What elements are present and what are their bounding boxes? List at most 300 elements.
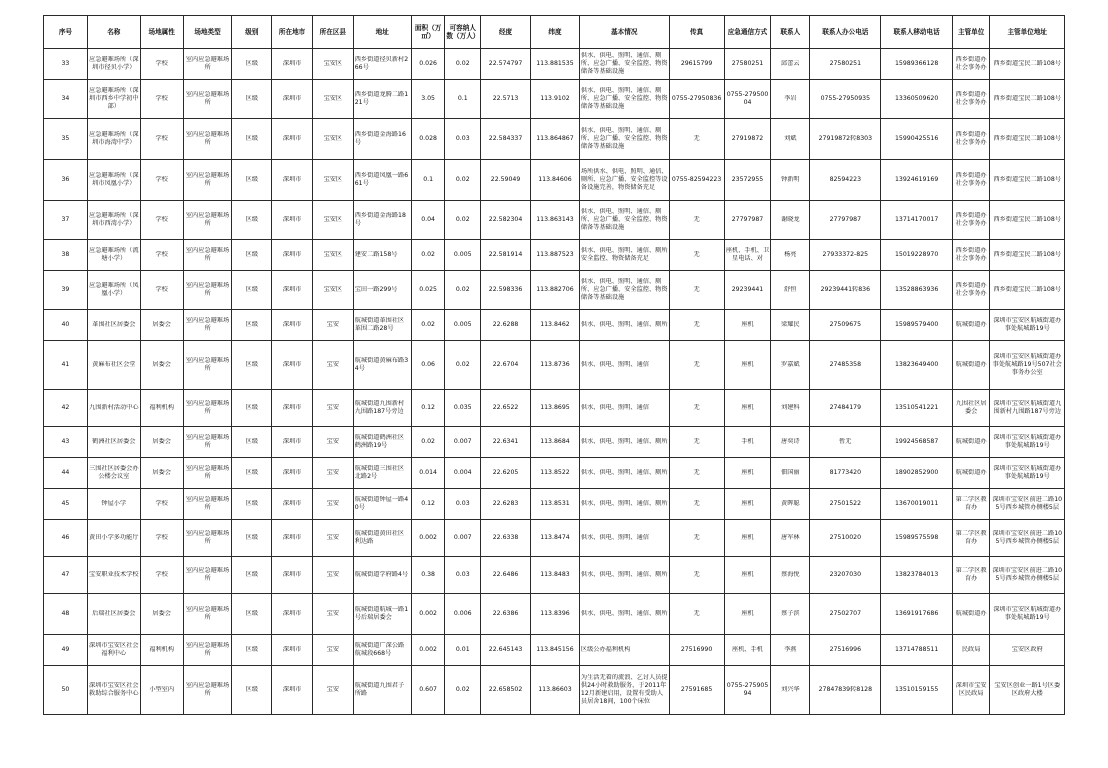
table-cell[interactable] <box>87 341 140 390</box>
table-cell[interactable] <box>353 594 411 635</box>
table-cell[interactable] <box>579 427 669 458</box>
table-cell[interactable] <box>272 49 313 80</box>
table-cell[interactable] <box>771 520 810 557</box>
table-cell[interactable] <box>140 557 183 594</box>
table-cell[interactable] <box>724 240 771 271</box>
table-cell[interactable] <box>232 594 272 635</box>
table-cell[interactable] <box>531 271 580 310</box>
table-cell[interactable] <box>810 427 881 458</box>
table-cell[interactable] <box>87 240 140 271</box>
table-cell[interactable] <box>232 557 272 594</box>
table-cell[interactable] <box>44 240 88 271</box>
table-cell[interactable] <box>952 341 990 390</box>
table-cell[interactable] <box>44 557 88 594</box>
table-cell[interactable] <box>87 119 140 160</box>
table-cell[interactable] <box>579 390 669 427</box>
table-cell[interactable] <box>990 240 1065 271</box>
column-header[interactable]: 纬度 <box>531 16 580 49</box>
table-cell[interactable] <box>411 341 445 390</box>
table-cell[interactable] <box>531 119 580 160</box>
table-cell[interactable] <box>810 201 881 240</box>
table-cell[interactable] <box>952 594 990 635</box>
table-cell[interactable] <box>724 557 771 594</box>
table-cell[interactable] <box>411 271 445 310</box>
table-cell[interactable] <box>881 594 952 635</box>
table-cell[interactable] <box>232 427 272 458</box>
table-cell[interactable] <box>411 594 445 635</box>
column-header[interactable]: 基本情况 <box>579 16 669 49</box>
table-cell[interactable] <box>810 666 881 715</box>
table-cell[interactable] <box>724 635 771 666</box>
table-cell[interactable] <box>183 310 232 341</box>
table-cell[interactable] <box>312 271 353 310</box>
table-cell[interactable] <box>183 119 232 160</box>
table-cell[interactable] <box>881 49 952 80</box>
table-cell[interactable] <box>272 160 313 201</box>
table-cell[interactable] <box>481 119 531 160</box>
table-cell[interactable] <box>810 80 881 119</box>
table-cell[interactable] <box>724 310 771 341</box>
table-cell[interactable] <box>272 119 313 160</box>
table-cell[interactable] <box>445 341 481 390</box>
table-cell[interactable] <box>312 427 353 458</box>
table-cell[interactable] <box>411 80 445 119</box>
table-cell[interactable] <box>232 310 272 341</box>
column-header[interactable]: 经度 <box>481 16 531 49</box>
table-cell[interactable] <box>445 119 481 160</box>
table-cell[interactable] <box>881 635 952 666</box>
table-cell[interactable] <box>411 520 445 557</box>
table-cell[interactable] <box>445 666 481 715</box>
table-cell[interactable] <box>771 458 810 489</box>
table-cell[interactable] <box>810 390 881 427</box>
table-cell[interactable] <box>531 520 580 557</box>
table-cell[interactable] <box>481 341 531 390</box>
table-cell[interactable] <box>312 240 353 271</box>
table-cell[interactable] <box>881 390 952 427</box>
table-cell[interactable] <box>881 310 952 341</box>
table-cell[interactable] <box>881 489 952 520</box>
table-cell[interactable] <box>531 635 580 666</box>
table-cell[interactable] <box>232 458 272 489</box>
table-cell[interactable] <box>353 49 411 80</box>
table-cell[interactable] <box>140 458 183 489</box>
table-cell[interactable] <box>881 458 952 489</box>
table-cell[interactable] <box>272 520 313 557</box>
table-cell[interactable] <box>669 310 724 341</box>
table-cell[interactable] <box>990 119 1065 160</box>
table-cell[interactable] <box>232 160 272 201</box>
table-cell[interactable] <box>232 489 272 520</box>
table-cell[interactable] <box>353 80 411 119</box>
table-cell[interactable] <box>411 489 445 520</box>
table-cell[interactable] <box>44 80 88 119</box>
column-header[interactable]: 序号 <box>44 16 88 49</box>
table-cell[interactable] <box>272 489 313 520</box>
table-cell[interactable] <box>481 49 531 80</box>
table-cell[interactable] <box>881 557 952 594</box>
table-cell[interactable] <box>952 80 990 119</box>
table-cell[interactable] <box>952 635 990 666</box>
table-cell[interactable] <box>87 80 140 119</box>
table-cell[interactable] <box>669 489 724 520</box>
table-cell[interactable] <box>531 341 580 390</box>
table-cell[interactable] <box>411 240 445 271</box>
table-cell[interactable] <box>183 341 232 390</box>
table-cell[interactable] <box>312 520 353 557</box>
table-cell[interactable] <box>445 390 481 427</box>
table-cell[interactable] <box>481 520 531 557</box>
table-cell[interactable] <box>952 390 990 427</box>
table-cell[interactable] <box>579 458 669 489</box>
table-cell[interactable] <box>140 271 183 310</box>
table-cell[interactable] <box>140 119 183 160</box>
table-cell[interactable] <box>724 489 771 520</box>
table-cell[interactable] <box>579 271 669 310</box>
table-cell[interactable] <box>232 80 272 119</box>
table-cell[interactable] <box>881 341 952 390</box>
table-cell[interactable] <box>140 520 183 557</box>
table-cell[interactable] <box>140 635 183 666</box>
table-cell[interactable] <box>312 119 353 160</box>
table-cell[interactable] <box>990 489 1065 520</box>
column-header[interactable]: 名称 <box>87 16 140 49</box>
table-cell[interactable] <box>312 666 353 715</box>
table-cell[interactable] <box>445 635 481 666</box>
table-cell[interactable] <box>724 520 771 557</box>
table-cell[interactable] <box>669 80 724 119</box>
table-cell[interactable] <box>531 49 580 80</box>
table-cell[interactable] <box>771 240 810 271</box>
table-cell[interactable] <box>87 49 140 80</box>
table-cell[interactable] <box>881 520 952 557</box>
table-cell[interactable] <box>183 557 232 594</box>
table-cell[interactable] <box>579 49 669 80</box>
table-cell[interactable] <box>724 594 771 635</box>
table-cell[interactable] <box>183 666 232 715</box>
column-header[interactable]: 级别 <box>232 16 272 49</box>
table-cell[interactable] <box>531 427 580 458</box>
table-cell[interactable] <box>771 489 810 520</box>
table-cell[interactable] <box>445 240 481 271</box>
table-cell[interactable] <box>183 427 232 458</box>
table-cell[interactable] <box>579 635 669 666</box>
table-cell[interactable] <box>990 390 1065 427</box>
table-cell[interactable] <box>771 119 810 160</box>
table-cell[interactable] <box>183 390 232 427</box>
table-cell[interactable] <box>669 341 724 390</box>
table-cell[interactable] <box>353 160 411 201</box>
table-cell[interactable] <box>44 201 88 240</box>
table-cell[interactable] <box>481 635 531 666</box>
table-cell[interactable] <box>579 119 669 160</box>
table-cell[interactable] <box>810 341 881 390</box>
column-header[interactable]: 应急通信方式 <box>724 16 771 49</box>
table-cell[interactable] <box>353 666 411 715</box>
table-cell[interactable] <box>411 119 445 160</box>
column-header[interactable]: 所在区县 <box>312 16 353 49</box>
table-cell[interactable] <box>140 666 183 715</box>
table-cell[interactable] <box>771 341 810 390</box>
table-cell[interactable] <box>411 557 445 594</box>
table-cell[interactable] <box>669 635 724 666</box>
table-cell[interactable] <box>353 427 411 458</box>
table-cell[interactable] <box>724 390 771 427</box>
table-cell[interactable] <box>810 49 881 80</box>
table-cell[interactable] <box>990 80 1065 119</box>
table-cell[interactable] <box>411 160 445 201</box>
table-cell[interactable] <box>87 666 140 715</box>
table-cell[interactable] <box>952 49 990 80</box>
table-cell[interactable] <box>232 666 272 715</box>
table-cell[interactable] <box>481 390 531 427</box>
table-cell[interactable] <box>87 594 140 635</box>
table-cell[interactable] <box>445 80 481 119</box>
table-cell[interactable] <box>232 49 272 80</box>
table-cell[interactable] <box>353 119 411 160</box>
table-cell[interactable] <box>183 271 232 310</box>
table-cell[interactable] <box>481 271 531 310</box>
table-cell[interactable] <box>411 310 445 341</box>
table-cell[interactable] <box>44 520 88 557</box>
table-cell[interactable] <box>183 635 232 666</box>
table-cell[interactable] <box>232 240 272 271</box>
table-cell[interactable] <box>481 557 531 594</box>
table-cell[interactable] <box>87 635 140 666</box>
table-cell[interactable] <box>183 458 232 489</box>
table-cell[interactable] <box>353 201 411 240</box>
table-cell[interactable] <box>771 557 810 594</box>
table-cell[interactable] <box>272 666 313 715</box>
table-cell[interactable] <box>531 201 580 240</box>
table-cell[interactable] <box>140 390 183 427</box>
table-cell[interactable] <box>669 458 724 489</box>
table-cell[interactable] <box>724 341 771 390</box>
table-cell[interactable] <box>810 594 881 635</box>
table-cell[interactable] <box>44 271 88 310</box>
table-cell[interactable] <box>579 520 669 557</box>
table-cell[interactable] <box>990 160 1065 201</box>
table-cell[interactable] <box>724 119 771 160</box>
table-cell[interactable] <box>272 427 313 458</box>
table-cell[interactable] <box>140 594 183 635</box>
table-cell[interactable] <box>183 520 232 557</box>
table-cell[interactable] <box>312 557 353 594</box>
table-cell[interactable] <box>183 201 232 240</box>
table-cell[interactable] <box>531 310 580 341</box>
table-cell[interactable] <box>272 310 313 341</box>
table-cell[interactable] <box>531 160 580 201</box>
table-cell[interactable] <box>669 240 724 271</box>
table-cell[interactable] <box>771 666 810 715</box>
table-cell[interactable] <box>183 594 232 635</box>
table-cell[interactable] <box>881 160 952 201</box>
table-cell[interactable] <box>140 49 183 80</box>
table-cell[interactable] <box>881 271 952 310</box>
table-cell[interactable] <box>481 427 531 458</box>
table-cell[interactable] <box>952 489 990 520</box>
table-cell[interactable] <box>881 80 952 119</box>
table-cell[interactable] <box>44 594 88 635</box>
table-cell[interactable] <box>87 271 140 310</box>
table-cell[interactable] <box>810 489 881 520</box>
table-cell[interactable] <box>579 341 669 390</box>
table-cell[interactable] <box>952 310 990 341</box>
table-cell[interactable] <box>312 80 353 119</box>
table-cell[interactable] <box>445 49 481 80</box>
table-cell[interactable] <box>531 80 580 119</box>
column-header[interactable]: 场地属性 <box>140 16 183 49</box>
table-cell[interactable] <box>724 271 771 310</box>
table-cell[interactable] <box>140 489 183 520</box>
table-cell[interactable] <box>531 489 580 520</box>
table-cell[interactable] <box>272 594 313 635</box>
column-header[interactable]: 所在地市 <box>272 16 313 49</box>
table-cell[interactable] <box>669 119 724 160</box>
table-cell[interactable] <box>312 635 353 666</box>
table-cell[interactable] <box>881 427 952 458</box>
table-cell[interactable] <box>445 489 481 520</box>
table-cell[interactable] <box>140 201 183 240</box>
table-cell[interactable] <box>724 80 771 119</box>
table-cell[interactable] <box>481 594 531 635</box>
table-cell[interactable] <box>990 666 1065 715</box>
table-cell[interactable] <box>353 390 411 427</box>
table-cell[interactable] <box>411 49 445 80</box>
table-cell[interactable] <box>531 240 580 271</box>
table-cell[interactable] <box>411 390 445 427</box>
table-cell[interactable] <box>531 557 580 594</box>
table-cell[interactable] <box>44 49 88 80</box>
table-cell[interactable] <box>87 310 140 341</box>
table-cell[interactable] <box>44 341 88 390</box>
table-cell[interactable] <box>724 201 771 240</box>
table-cell[interactable] <box>810 520 881 557</box>
table-cell[interactable] <box>810 635 881 666</box>
table-cell[interactable] <box>140 80 183 119</box>
table-cell[interactable] <box>531 390 580 427</box>
table-cell[interactable] <box>312 390 353 427</box>
table-cell[interactable] <box>810 160 881 201</box>
table-cell[interactable] <box>44 666 88 715</box>
table-cell[interactable] <box>724 427 771 458</box>
table-cell[interactable] <box>183 80 232 119</box>
table-cell[interactable] <box>353 557 411 594</box>
table-cell[interactable] <box>353 520 411 557</box>
table-cell[interactable] <box>183 489 232 520</box>
table-cell[interactable] <box>445 427 481 458</box>
column-header[interactable]: 可容纳人数（万人） <box>445 16 481 49</box>
table-cell[interactable] <box>669 557 724 594</box>
column-header[interactable]: 面积（万㎡） <box>411 16 445 49</box>
table-cell[interactable] <box>353 489 411 520</box>
table-cell[interactable] <box>183 240 232 271</box>
table-cell[interactable] <box>881 119 952 160</box>
table-cell[interactable] <box>771 201 810 240</box>
table-cell[interactable] <box>272 557 313 594</box>
table-cell[interactable] <box>44 390 88 427</box>
table-cell[interactable] <box>990 520 1065 557</box>
table-cell[interactable] <box>353 310 411 341</box>
table-cell[interactable] <box>445 557 481 594</box>
table-cell[interactable] <box>669 49 724 80</box>
table-cell[interactable] <box>272 341 313 390</box>
table-cell[interactable] <box>481 310 531 341</box>
table-cell[interactable] <box>952 427 990 458</box>
table-cell[interactable] <box>312 594 353 635</box>
table-cell[interactable] <box>445 160 481 201</box>
table-cell[interactable] <box>669 594 724 635</box>
table-cell[interactable] <box>990 594 1065 635</box>
table-cell[interactable] <box>140 341 183 390</box>
column-header[interactable]: 场地类型 <box>183 16 232 49</box>
table-cell[interactable] <box>952 666 990 715</box>
table-cell[interactable] <box>531 666 580 715</box>
column-header[interactable]: 主管单位地址 <box>990 16 1065 49</box>
table-cell[interactable] <box>771 594 810 635</box>
table-cell[interactable] <box>669 160 724 201</box>
table-cell[interactable] <box>579 666 669 715</box>
table-cell[interactable] <box>771 80 810 119</box>
table-cell[interactable] <box>579 489 669 520</box>
table-cell[interactable] <box>411 458 445 489</box>
table-cell[interactable] <box>952 520 990 557</box>
table-cell[interactable] <box>445 201 481 240</box>
table-cell[interactable] <box>810 458 881 489</box>
table-cell[interactable] <box>232 635 272 666</box>
table-cell[interactable] <box>952 458 990 489</box>
table-cell[interactable] <box>531 458 580 489</box>
table-cell[interactable] <box>579 557 669 594</box>
table-cell[interactable] <box>990 635 1065 666</box>
table-cell[interactable] <box>771 271 810 310</box>
table-cell[interactable] <box>140 240 183 271</box>
table-cell[interactable] <box>810 240 881 271</box>
table-cell[interactable] <box>87 458 140 489</box>
table-cell[interactable] <box>579 240 669 271</box>
table-cell[interactable] <box>140 160 183 201</box>
table-cell[interactable] <box>411 201 445 240</box>
table-cell[interactable] <box>44 458 88 489</box>
table-cell[interactable] <box>724 49 771 80</box>
table-cell[interactable] <box>140 310 183 341</box>
table-cell[interactable] <box>669 271 724 310</box>
table-cell[interactable] <box>232 341 272 390</box>
table-cell[interactable] <box>481 160 531 201</box>
table-cell[interactable] <box>272 390 313 427</box>
table-cell[interactable] <box>445 520 481 557</box>
table-cell[interactable] <box>771 390 810 427</box>
table-cell[interactable] <box>990 557 1065 594</box>
table-cell[interactable] <box>810 557 881 594</box>
table-cell[interactable] <box>232 520 272 557</box>
table-cell[interactable] <box>990 341 1065 390</box>
table-cell[interactable] <box>579 160 669 201</box>
table-cell[interactable] <box>952 119 990 160</box>
table-cell[interactable] <box>771 427 810 458</box>
table-cell[interactable] <box>353 458 411 489</box>
table-cell[interactable] <box>481 240 531 271</box>
table-cell[interactable] <box>579 594 669 635</box>
column-header[interactable]: 主管单位 <box>952 16 990 49</box>
table-cell[interactable] <box>272 80 313 119</box>
table-cell[interactable] <box>87 160 140 201</box>
table-cell[interactable] <box>990 49 1065 80</box>
table-cell[interactable] <box>272 635 313 666</box>
table-cell[interactable] <box>990 201 1065 240</box>
table-cell[interactable] <box>232 271 272 310</box>
table-cell[interactable] <box>481 666 531 715</box>
